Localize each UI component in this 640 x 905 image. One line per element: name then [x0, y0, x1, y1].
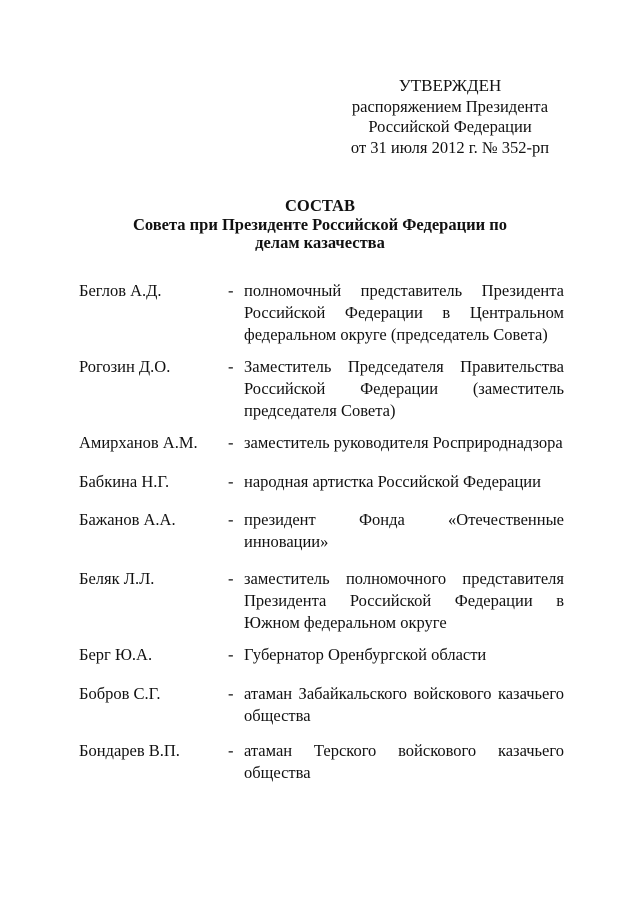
- approval-stamp: [340, 76, 560, 158]
- title-subheading: Совета при Президенте Российской Федерации по: [132, 214, 508, 234]
- member-dash: -: [228, 684, 234, 703]
- member-name: Бондарев В.П.: [79, 741, 180, 760]
- member-name: Амирханов А.М.: [79, 433, 198, 452]
- member-dash: -: [228, 357, 234, 376]
- member-dash: -: [228, 433, 234, 452]
- member-dash: -: [228, 510, 234, 529]
- member-position: полномочный представитель Президента Российской Федерации в Центральном федеральном округе (председатель Совета): [244, 281, 564, 344]
- document-title: [80, 197, 560, 253]
- member-name: Рогозин Д.О.: [79, 357, 171, 376]
- approval-line-country: Российской Федерации: [368, 117, 532, 136]
- member-position: Заместитель Председателя Правительства Российской Федерации (заместитель председателя Совета): [244, 357, 564, 420]
- member-position: Губернатор Оренбургской области: [244, 645, 487, 664]
- member-name: Бажанов А.А.: [79, 510, 176, 529]
- member-dash: -: [228, 281, 234, 300]
- member-dash: -: [228, 741, 234, 760]
- title-heading: СОСТАВ: [285, 196, 355, 215]
- member-name: Беляк Л.Л.: [79, 569, 155, 588]
- approval-line-order: распоряжением Президента: [351, 96, 549, 116]
- title-subheading-continued: делам казачества: [255, 233, 385, 252]
- member-name: Беглов А.Д.: [79, 281, 162, 300]
- member-position: атаман Терского войскового казачьего общества: [244, 741, 564, 782]
- member-dash: -: [228, 569, 234, 588]
- member-dash: -: [228, 472, 234, 491]
- member-position: заместитель полномочного представителя Президента Российской Федерации в Южном федеральном округе: [244, 569, 564, 632]
- member-position: атаман Забайкальского войскового казачьего общества: [244, 684, 564, 725]
- member-position: народная артистка Российской Федерации: [244, 472, 541, 491]
- approval-line-date: от 31 июля 2012 г. № 352-рп: [350, 137, 550, 157]
- member-dash: -: [228, 645, 234, 664]
- member-name: Бабкина Н.Г.: [79, 472, 170, 491]
- member-name: Берг Ю.А.: [79, 645, 153, 664]
- member-name: Бобров С.Г.: [79, 684, 161, 703]
- member-position: заместитель руководителя Росприроднадзора: [244, 433, 563, 452]
- member-position: президент Фонда «Отечественные инновации»: [244, 510, 564, 551]
- approval-heading: УТВЕРЖДЕН: [398, 76, 502, 95]
